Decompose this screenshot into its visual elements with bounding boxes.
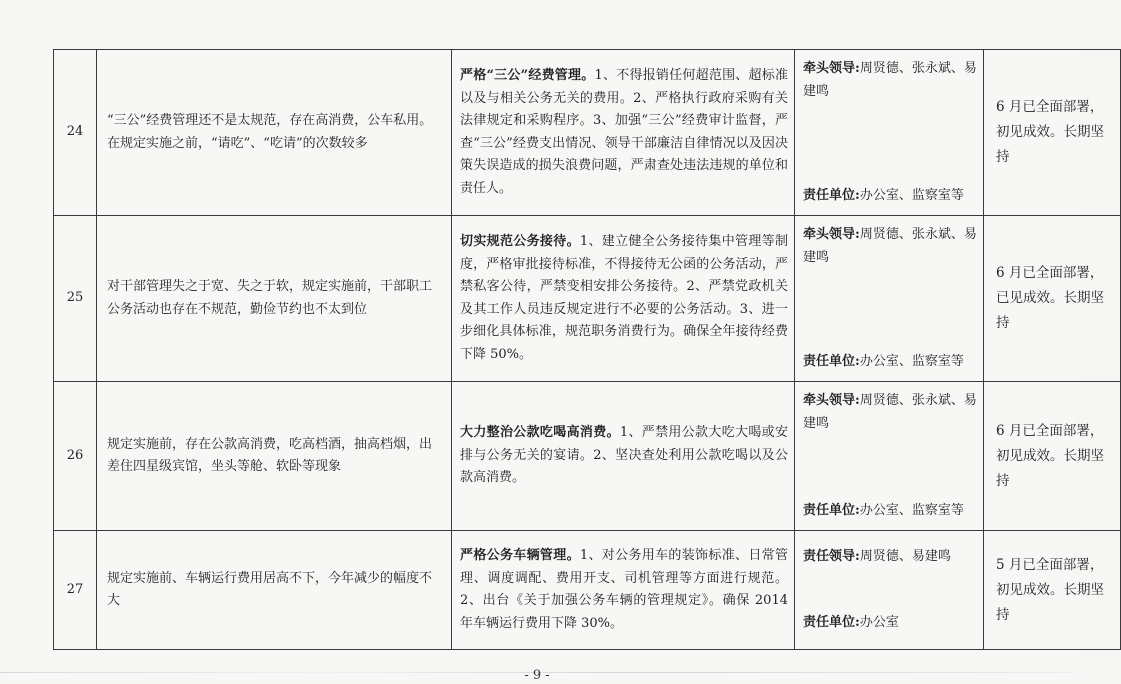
- leader-value: 周贤德、易建鸣: [859, 549, 951, 564]
- problem-text: 对干部管理失之于宽、失之于软，规定实施前，干部职工公务活动也存在不规范，勤俭节约也不太到位: [107, 279, 433, 317]
- problem-text: 规定实施前、车辆运行费用居高不下，今年减少的幅度不大: [107, 570, 433, 608]
- unit-value: 办公室、监察室等: [859, 502, 964, 518]
- rectification-table: [53, 49, 1121, 650]
- row-number: 27: [54, 531, 97, 650]
- status-text: 6 月已全面部署，已见成效。长期坚持: [996, 265, 1104, 331]
- table-row: [54, 216, 1121, 382]
- leader-value: 周贤德、张永斌、易建鸣: [803, 393, 977, 431]
- leader-label: 牵头领导:: [803, 61, 860, 76]
- table-row: [54, 382, 1121, 531]
- measure-body: 1、建立健全公务接待集中管理等制度，严格审批接待标准，不得接待无公函的公务活动，严禁私客公待，严禁变相安排公务接待。2、严禁党政机关及其工作人员违反规定进行不必要的公务活动。3、进一步细化具体标准，规范职务消费行为。确保全年接待经费下降 50%。: [460, 234, 788, 362]
- status-text: 6 月已全面部署，初见成效。长期坚持: [996, 422, 1104, 489]
- page-number: - 9 -: [524, 668, 550, 683]
- row-number: 26: [54, 382, 97, 531]
- leader-entry: [803, 58, 977, 103]
- measure-cell: [452, 531, 795, 650]
- unit-value: 办公室、监察室等: [859, 187, 964, 203]
- measure-body: 1、不得报销任何超范围、超标准以及与相关公务无关的费用。2、严格执行政府采购有关法律规定和采购程序。3、加强“三公”经费审计监督，严查“三公”经费支出情况、领导干部廉洁自律情况以及因决策失误造成的损失浪费问题，严肃查处违法违规的单位和责任人。: [460, 68, 788, 196]
- problem-text: “三公”经费管理还不是太规范，存在高消费，公车私用。在规定实施之前，“请吃”、“吃请”的次数较多: [107, 113, 433, 151]
- row-number: 25: [54, 216, 97, 382]
- measure-title: 严格“三公”经费管理。: [460, 68, 595, 83]
- unit-entry: [803, 500, 977, 523]
- leader-entry: [803, 546, 977, 569]
- leader-value: 周贤德、张永斌、易建鸣: [803, 227, 977, 265]
- unit-value: 办公室、监察室等: [859, 353, 964, 369]
- status-cell: [984, 531, 1121, 650]
- problem-cell: [97, 216, 452, 382]
- leader-label: 牵头领导:: [803, 393, 860, 408]
- status-cell: [984, 216, 1121, 382]
- row-number: 24: [54, 50, 97, 216]
- unit-entry: [803, 612, 977, 635]
- measure-cell: [452, 50, 795, 216]
- leader-label: 责任领导:: [803, 549, 860, 564]
- problem-cell: [97, 382, 452, 531]
- status-cell: [984, 382, 1121, 531]
- measure-title: 大力整治公款吃喝高消费。: [460, 425, 620, 441]
- unit-entry: [803, 185, 977, 208]
- unit-value: 办公室: [859, 614, 899, 630]
- responsibility-cell: [795, 50, 984, 216]
- measure-title: 严格公务车辆管理。: [460, 548, 580, 563]
- leader-label: 牵头领导:: [803, 227, 860, 242]
- leader-entry: [803, 224, 977, 269]
- measure-body: 1、严禁用公款大吃大喝或安排与公务无关的宴请。2、坚决查处利用公款吃喝以及公款高消费。: [460, 425, 788, 486]
- unit-entry: [803, 351, 977, 374]
- problem-text: 规定实施前，存在公款高消费，吃高档酒，抽高档烟，出差住四星级宾馆，坐头等舱、软卧等现象: [107, 436, 433, 474]
- responsibility-cell: [795, 382, 984, 531]
- problem-cell: [97, 50, 452, 216]
- responsibility-cell: [795, 531, 984, 650]
- measure-body: 1、对公务用车的装饰标准、日常管理、调度调配、费用开支、司机管理等方面进行规范。2、出台《关于加强公务车辆的管理规定》。确保 2014 年车辆运行费用下降 30%。: [460, 548, 788, 631]
- unit-label: 责任单位:: [803, 502, 860, 518]
- status-text: 6 月已全面部署，初见成效。长期坚持: [996, 99, 1104, 165]
- leader-value: 周贤德、张永斌、易建鸣: [803, 61, 977, 99]
- unit-label: 责任单位:: [803, 187, 860, 203]
- table-row: [54, 531, 1121, 650]
- measure-cell: [452, 382, 795, 531]
- leader-entry: [803, 390, 977, 435]
- unit-label: 责任单位:: [803, 614, 860, 630]
- responsibility-cell: [795, 216, 984, 382]
- status-cell: [984, 50, 1121, 216]
- problem-cell: [97, 531, 452, 650]
- table-row: [54, 50, 1121, 216]
- measure-cell: [452, 216, 795, 382]
- status-text: 5 月已全面部署，初见成效。长期坚持: [996, 556, 1104, 623]
- unit-label: 责任单位:: [803, 353, 860, 369]
- measure-title: 切实规范公务接待。: [460, 234, 580, 249]
